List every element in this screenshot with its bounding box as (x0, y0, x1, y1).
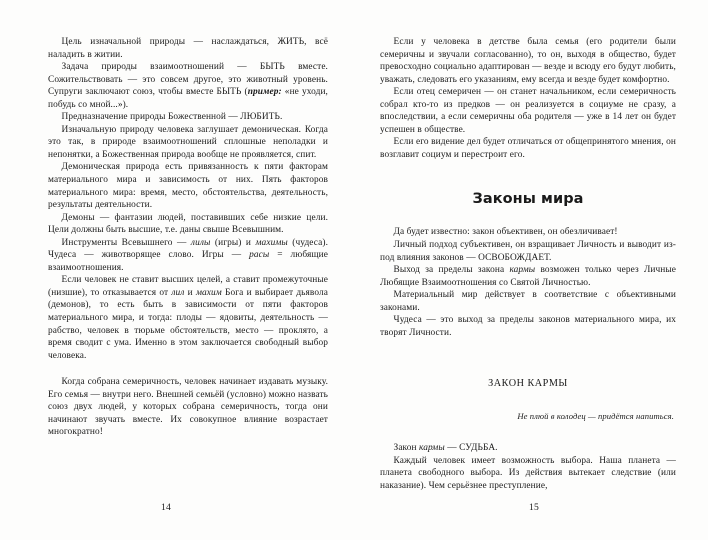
paragraph (48, 274, 328, 362)
paragraph: Демоны — фантазии людей, поставивших себе низкие цели. Цели должны быть высшие, т.е. даны свыше Всевышним. (48, 212, 328, 236)
segment: и (184, 287, 196, 298)
segment-italic: кармы (509, 265, 536, 276)
paragraph: Каждый человек имеет возможность выбора. Наша планета — планета свободного выбора. Из действия вытекает следствие (или наказание). Чем серьёзнее преступление, (380, 455, 676, 491)
segment: Закон (393, 443, 420, 454)
section-heading: Законы мира (472, 191, 584, 208)
paragraph: Цель изначальной природы — наслаждаться, ЖИТЬ, всё наладить в житии. (48, 37, 328, 60)
paragraph-spacer (48, 362, 328, 376)
paragraph (48, 237, 328, 275)
segment-italic: расы (249, 250, 270, 261)
segment-italic: лил (171, 287, 185, 298)
segment-italic: лилы (190, 237, 211, 248)
subsection-heading: ЗАКОН КАРМЫ (488, 378, 568, 390)
left-text-column (48, 36, 328, 491)
paragraph: Изначальную природу человека заглушает демоническая. Когда это так, в природе взаимоотношений сплошные неполадки и непонятки, а Божественная природа вообще не проявляется, спит. (48, 124, 328, 160)
paragraph: Предназначение природы Божественной — ЛЮБИТЬ. (61, 112, 283, 123)
emphasis-bold-italic: пример: (247, 87, 282, 98)
segment: — СУДЬБА. (444, 443, 498, 454)
segment-italic: махим (195, 287, 222, 298)
paragraph: Личный подход субъективен, он взращивает Личность и выводит из-под влияния законов — ОСВОБОЖДАЕТ. (380, 240, 676, 263)
right-text-column (380, 36, 676, 491)
paragraph: Если у человека в детстве была семья (его родители были семеричны и звучали согласованно), то он, выходя в общество, будет превосходно социально адаптирован — везде и всюду его будут любить, уважать, следовать его указаниям, ему всегда и везде будет комфортно. (380, 37, 676, 85)
paragraph (380, 264, 676, 289)
paragraph: Когда собрана семеричность, человек начинает издавать музыку. Его семья — внутри него. Внешней семьёй (условно) можно назвать союз двух людей, у которых собрана семеричность, тогда они начинают звучать вместе. Их совокупное влияние возрастает многократно! (48, 377, 328, 438)
segment: возможен только через Личные Любящие Взаимоотношения со Святой Личностью. (380, 265, 676, 288)
paragraph (48, 61, 328, 111)
page-number-right: 15 (529, 502, 539, 513)
paragraph: Материальный мир действует в соответствие с объективными законами. (380, 290, 676, 313)
epigraph: Не плюй в колодец — придётся напиться. (517, 411, 674, 422)
paragraph: Если отец семеричен — он станет начальником, если семеричность собрал кто-то из предков — он реализуется в социуме не сразу, а впоследствии, а если семеричны оба родителя — уже в 14 лет он будет успешен в обществе. (380, 87, 676, 135)
paragraph: Если его видение дел будет отличаться от общепринятого мнения, он возглавит социум и перестроит его. (380, 137, 676, 160)
segment: Если человек не ставит высших целей, а ставит промежуточные (низшие), то отказывается от (48, 275, 328, 298)
segment: Выход за пределы закона (393, 265, 510, 276)
segment: (чудеса). Чудеса — животворящее слово. Игры — (48, 237, 328, 261)
segment: Бога и выбирает дьявола (демонов), то есть быть в зависимости от пяти факторов материального мира, и тогда: плоды — ядовиты, деятельность — рабство, человек в тюрьме обстоятельств, место — проклято, а время сводит с ума. Именно в этом заключается свободный выбор человека. (48, 287, 328, 361)
paragraph: Да будет известно: закон объективен, он обезличивает! (393, 227, 618, 238)
paragraph-text-after: «не уходи, побудь со мной...»). (48, 87, 328, 110)
paragraph: Демоническая природа есть привязанность к пяти факторам материального мира и зависимость от них. Пять факторов материального мира: время, место, обстоятельства, деятельность, результаты деятельности. (48, 162, 328, 211)
segment: Инструменты Всевышнего — (61, 237, 191, 248)
paragraph (380, 442, 676, 455)
segment-italic: махимы (255, 237, 288, 248)
page-right (354, 0, 708, 540)
segment: = любящие взаимоотношения. (48, 250, 328, 273)
paragraph-text-before: Задача природы взаимоотношений — БЫТЬ вместе. Сожительствовать — это совсем другое, это животный уровень. Супруги заключают союз, чтобы вместе БЫТЬ ( (48, 62, 328, 98)
segment-italic: кармы (419, 443, 445, 454)
page-number-left: 14 (161, 502, 171, 513)
segment: (игры) и (210, 237, 256, 248)
paragraph: Чудеса — это выход за пределы законов материального мира, их творят Личности. (380, 315, 676, 338)
